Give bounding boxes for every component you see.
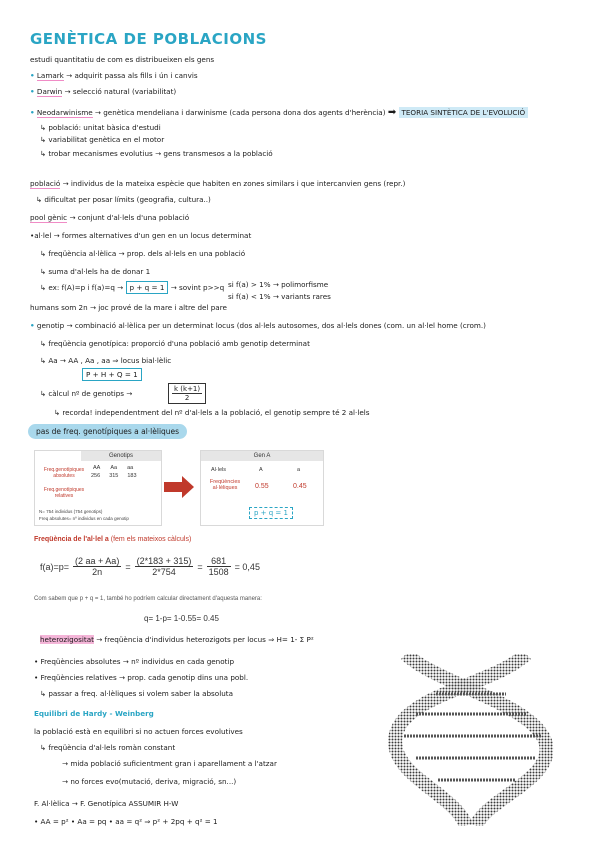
page-title: GENÈTICA DE POBLACIONS — [30, 30, 267, 48]
eq-d1: 2n — [92, 567, 103, 577]
gen-sum: p + q = 1 — [249, 507, 293, 519]
mida-text: mida població suficientment gran i aparellament a l'atzar — [70, 759, 277, 768]
neo-sub-1-text: població: unitat bàsica d'estudi — [48, 123, 161, 132]
heterozigositat-def: → freqüència d'individus heterozigots per locus ⇒ H= 1- Σ P² — [96, 635, 314, 644]
value-aa: 183 — [127, 473, 137, 479]
sovint-text: → sovint p>>q — [170, 283, 225, 292]
passar-text: passar a freq. al·lèliques si volem saber la absoluta — [48, 689, 233, 698]
forces-line: → no forces evo(mutació, deriva, migració, sn...) — [62, 777, 237, 786]
freq-allelica-line: ↳ freqüència al·lèlica → prop. dels al·lels en una població — [40, 249, 246, 258]
gen-label-col: Al·lels — [211, 467, 226, 473]
mida-line: → mida població suficientment gran i aparellament a l'atzar — [62, 759, 277, 768]
eq-n3: 681 — [207, 556, 231, 567]
gen-row-label: Freqüències al·lèliques — [209, 479, 241, 491]
recorda-text: recorda! independentment del nº d'al·lels a la població, el genotip sempre té 2 al·lels — [62, 408, 370, 417]
poblacio-line — [30, 180, 405, 187]
gen-header: Gen A — [201, 451, 323, 461]
recorda-line: ↳ recorda! independentment del nº d'al·lels a la població, el genotip sempre té 2 al·lels — [54, 408, 370, 417]
variants-line: si f(a) < 1% → variants rares — [228, 292, 331, 301]
lamark-term: Lamark — [36, 71, 64, 80]
formula-box — [168, 383, 206, 404]
formula-num: k (k+1) — [174, 385, 201, 393]
eq-d2: 2*754 — [152, 567, 176, 577]
neodarwinisme-term: Neodarwinisme — [36, 108, 93, 117]
heterozigositat-line — [40, 636, 314, 643]
calcul-line: ↳ càlcul nº de genotips → — [40, 389, 133, 398]
freq-title-note: (fem els mateixos càlculs) — [110, 536, 192, 543]
hw-formula-line: • AA = p² • Aa = pq • aa = q² ⇒ p² + 2pq + q² = 1 — [34, 817, 218, 826]
freq-title — [34, 536, 191, 543]
genotips-cols — [93, 465, 133, 471]
eq-n2: (2*183 + 315) — [136, 556, 192, 566]
eq-d3: 1508 — [208, 567, 229, 577]
value-AA: 256 — [91, 473, 101, 479]
darwin-line: • Darwin → selecció natural (variabilitat) — [30, 87, 177, 96]
freq-genotipica-text: freqüència genotípica: proporció d'una població amb genotip determinat — [48, 339, 310, 348]
teoria-sintetica: TEORIA SINTÈTICA DE L'EVOLUCIÓ — [399, 107, 529, 118]
gen-table — [200, 450, 324, 526]
foot1: N= 754 individus (754 genotips) — [39, 509, 103, 514]
intro-line: estudi quantitatiu de com es distribueixen els gens — [30, 55, 215, 64]
arrow-right-icon — [164, 476, 194, 502]
pill-label: pas de freq. genotípiques a al·lèliques — [28, 424, 187, 439]
genotip-text: genotip → combinació al·lèlica per un determinat locus (dos al·lels autosomes, dos al·lels dones (com. un al·lel home (crom.) — [36, 321, 486, 330]
freq-allelica-text: freqüència al·lèlica → prop. dels al·lels en una població — [48, 249, 246, 258]
equilibri-line: la població està en equilibri si no actuen forces evolutives — [34, 727, 243, 736]
locus-text: Aa → AA , Aa , aa ⇒ locus bial·lèlic — [48, 356, 172, 365]
passar-line: ↳ passar a freq. al·lèliques si volem saber la absoluta — [40, 689, 233, 698]
row2-label: Freq.genotípiques relatives — [43, 487, 85, 499]
dna-illustration — [376, 654, 576, 826]
darwin-def: → selecció natural (variabilitat) — [64, 87, 177, 96]
hardy-weinberg-title: Equilibri de Hardy - Weinberg — [34, 709, 154, 718]
formula-den: 2 — [184, 394, 190, 402]
calcul-text: càlcul nº de genotips → — [48, 389, 133, 398]
row1-values — [91, 473, 137, 479]
poblacio-sub-text: dificultat per posar límits (geografia, cultura..) — [44, 195, 211, 204]
example-line: ↳ ex: f(A)=p i f(a)=q → p + q = 1 → sovint p>>q — [40, 283, 225, 292]
pool-def: → conjunt d'al·lels d'una població — [69, 213, 190, 222]
genotips-table — [34, 450, 162, 526]
freq-equation — [40, 556, 260, 577]
neodarwinisme-def: → genètica mendeliana i darwinisme (cada persona dona dos agents d'herència) — [94, 108, 386, 117]
row1-label: Freq.genotípiques absolutes — [43, 467, 85, 479]
col-aa: aa — [127, 465, 134, 471]
forces-text: no forces evo(mutació, deriva, migració, sn...) — [70, 777, 237, 786]
pool-line — [30, 214, 189, 221]
neo-sub-2-text: variabilitat genètica en el motor — [48, 135, 165, 144]
neo-sub-3-text: trobar mecanismes evolutius → gens transmesos a la població — [48, 149, 273, 158]
humans-line: humans som 2n → joc prové de la mare i altre del pare — [30, 303, 227, 312]
foot2: Freq absolutes= nº individus en cada genotip — [39, 516, 129, 521]
polimorfisme-line: si f(a) > 1% → polimorfisme — [228, 280, 329, 289]
eq-equals-2: = — [197, 561, 203, 572]
eq-result: = 0,45 — [234, 561, 260, 572]
poblacio-def: → individus de la mateixa espècie que habiten en zones similars i que intercanvien gens (repr.) — [62, 179, 406, 188]
eq-equals-1: = — [125, 561, 131, 572]
neo-sub-3: ↳ trobar mecanismes evolutius → gens transmesos a la població — [40, 149, 273, 158]
value-Aa: 315 — [109, 473, 119, 479]
suma-text: suma d'al·lels ha de donar 1 — [48, 267, 151, 276]
darwin-term: Darwin — [36, 87, 63, 96]
p-q-box: p + q = 1 — [126, 281, 169, 294]
freq-relatives-line: • Freqüències relatives → prop. cada genotip dins una pobl. — [34, 673, 249, 682]
col-Aa: Aa — [110, 465, 118, 471]
freq-title-text: Freqüència de l'al·lel a — [34, 536, 109, 543]
lamark-def: → adquirit passa als fills i ún i canvis — [66, 71, 198, 80]
gen-col-a: a — [297, 467, 301, 473]
eq-lhs: f(a)=p= — [40, 561, 70, 572]
arrow-icon: ➡ — [387, 107, 397, 118]
gen-value-a: 0.45 — [293, 483, 307, 490]
freq-absolutes-line: • Freqüències absolutes → nº individus en cada genotip — [34, 657, 235, 666]
lamark-line: • Lamark → adquirit passa als fills i ún i canvis — [30, 71, 198, 80]
genotips-header: Genotips — [81, 451, 161, 461]
suma-line: ↳ suma d'al·lels ha de donar 1 — [40, 267, 151, 276]
note2: q= 1-p= 1-0.55= 0.45 — [144, 614, 219, 623]
example-text: ex: f(A)=p i f(a)=q → — [48, 283, 124, 292]
gen-col-A: A — [259, 467, 263, 473]
eq-n1: (2 aa + Aa) — [75, 556, 120, 566]
freq-genotipica-line: ↳ freqüència genotípica: proporció d'una població amb genotip determinat — [40, 339, 310, 348]
note1: Com sabem que p + q = 1, també ho podríem calcular directament d'aquesta manera: — [34, 596, 262, 602]
locus-line: ↳ Aa → AA , Aa , aa ⇒ locus bial·lèlic — [40, 356, 172, 365]
genotip-line: • genotip → combinació al·lèlica per un determinat locus (dos al·lels autosomes, dos al·lels dones (com. un al·lel home (crom.) — [30, 321, 486, 330]
heterozigositat-term: heterozigositat — [40, 635, 94, 644]
poblacio-term: població — [30, 179, 61, 188]
pool-term: pool gènic — [30, 213, 68, 222]
phq-text: P + H + Q = 1 — [82, 368, 142, 381]
assumir-line: F. Al·lèlica → F. Genotípica ASSUMIR H-W — [34, 799, 179, 808]
gen-value-A: 0.55 — [255, 483, 269, 490]
col-AA: AA — [93, 465, 101, 471]
neodarwinisme-line: • Neodarwinisme → genètica mendeliana i darwinisme (cada persona dona dos agents d'herència) ➡ TEORIA SINTÈTICA DE L'EVOLUCIÓ — [30, 108, 528, 118]
allel-line: •al·lel → formes alternatives d'un gen en un locus determinat — [30, 231, 252, 240]
neo-sub-2: ↳ variabilitat genètica en el motor — [40, 135, 165, 144]
poblacio-sub: ↳ dificultat per posar límits (geografia, cultura..) — [36, 195, 211, 204]
neo-sub-1: ↳ població: unitat bàsica d'estudi — [40, 123, 161, 132]
romanen-text: freqüència d'al·lels romàn constant — [48, 743, 176, 752]
phq-box — [82, 371, 142, 378]
romanen-line: ↳ freqüència d'al·lels romàn constant — [40, 743, 176, 752]
